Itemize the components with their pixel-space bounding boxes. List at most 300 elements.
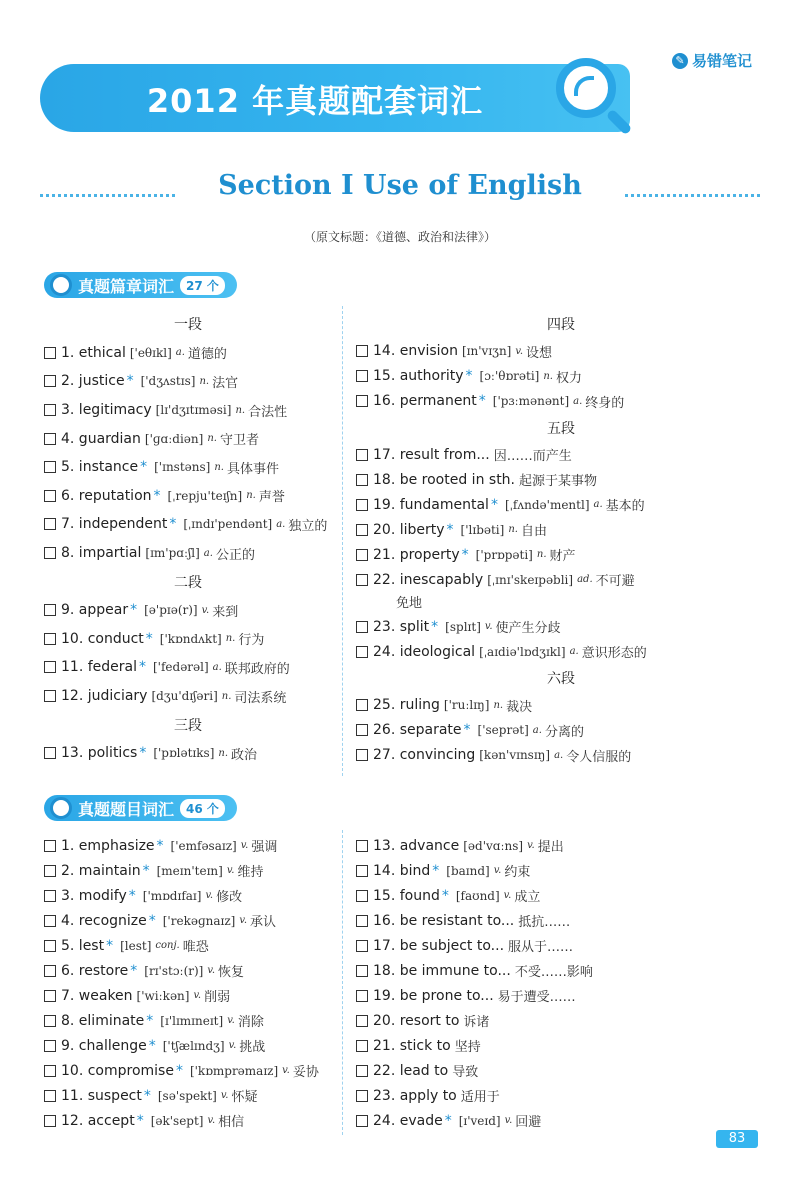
- part-of-speech: a.: [212, 661, 222, 673]
- list2-right-column: [356, 833, 756, 1133]
- meaning: 承认: [250, 915, 277, 930]
- star-icon: *: [441, 887, 449, 904]
- vocab-item: [44, 682, 332, 711]
- vocab-word: 10. compromise: [61, 1062, 174, 1079]
- phonetic: [rɪ'stɔː(r)]: [144, 963, 204, 978]
- phonetic: ['ɡɑːdiən]: [144, 431, 204, 446]
- list2-title: 真题题目词汇: [78, 799, 175, 819]
- paragraph-label: 五段: [547, 420, 575, 437]
- star-icon: *: [126, 373, 134, 390]
- checkbox-icon[interactable]: [44, 547, 56, 559]
- checkbox-icon[interactable]: [356, 1115, 368, 1127]
- star-icon: *: [446, 521, 454, 538]
- corner-label: [672, 50, 752, 71]
- checkbox-icon[interactable]: [44, 1090, 56, 1102]
- vocab-item: [44, 933, 334, 958]
- vocab-item: [44, 596, 332, 625]
- vocab-item: [44, 367, 332, 396]
- search-icon: [50, 274, 72, 296]
- star-icon: *: [138, 659, 146, 676]
- vocab-item: [356, 1008, 756, 1033]
- vocab-item: [44, 539, 332, 568]
- vocab-word: 14. envision: [373, 343, 458, 360]
- part-of-speech: v.: [207, 965, 216, 976]
- paragraph-label: 六段: [547, 671, 575, 688]
- vocab-item: [44, 1108, 334, 1133]
- vocab-word: 26. separate: [373, 722, 462, 739]
- part-of-speech: n.: [207, 433, 217, 445]
- checkbox-icon[interactable]: [356, 395, 368, 407]
- vocab-word: 25. ruling: [373, 697, 440, 714]
- vocab-word: 15. authority: [373, 368, 464, 385]
- checkbox-icon[interactable]: [356, 1090, 368, 1102]
- vocab-item: [44, 653, 332, 682]
- vocab-item: [356, 858, 756, 883]
- meaning: 财产: [549, 549, 576, 565]
- checkbox-icon[interactable]: [356, 915, 368, 927]
- part-of-speech: v.: [227, 1015, 235, 1026]
- list2-header: [44, 795, 237, 821]
- checkbox-icon[interactable]: [356, 524, 368, 536]
- vocab-item: [44, 983, 334, 1008]
- meaning: 权力: [555, 370, 582, 386]
- part-of-speech: v.: [515, 345, 524, 357]
- phonetic: ['lɪbəti]: [460, 522, 505, 537]
- meaning: 司法系统: [234, 690, 287, 706]
- checkbox-icon[interactable]: [356, 940, 368, 952]
- meaning: 自由: [520, 524, 547, 540]
- vocab-item: [356, 833, 756, 858]
- vocab-word: 23. split: [373, 618, 430, 635]
- meaning: 具体事件: [226, 461, 279, 477]
- part-of-speech: n.: [221, 690, 232, 702]
- checkbox-icon[interactable]: [44, 747, 56, 759]
- checkbox-icon[interactable]: [44, 915, 56, 927]
- meaning: 抵抗……: [518, 915, 571, 930]
- vocab-item: [44, 1033, 334, 1058]
- vocab-item: [356, 718, 766, 743]
- vocab-word: 21. stick to: [373, 1037, 451, 1054]
- vocab-item: [44, 1083, 334, 1108]
- list1-left-column: [44, 310, 332, 768]
- part-of-speech: v.: [504, 1115, 513, 1126]
- meaning: 合法性: [248, 404, 288, 420]
- part-of-speech: v.: [239, 915, 248, 926]
- checkbox-icon[interactable]: [44, 633, 56, 645]
- vocab-word: 19. be prone to...: [373, 987, 494, 1004]
- vocab-word: 3. modify: [61, 887, 127, 904]
- vocab-item: [356, 1058, 756, 1083]
- phonetic: [ˌrepju'teɪʃn]: [167, 488, 243, 503]
- vocab-word: 1. emphasize: [61, 837, 155, 854]
- checkbox-icon[interactable]: [44, 661, 56, 673]
- checkbox-icon[interactable]: [44, 490, 56, 502]
- vocab-item: [356, 467, 766, 492]
- vocab-item: [356, 542, 766, 567]
- list1-header: [44, 272, 237, 298]
- star-icon: *: [139, 745, 147, 762]
- meaning: 削弱: [204, 990, 231, 1005]
- star-icon: *: [465, 368, 473, 385]
- phonetic: [ɪ'lɪmɪneɪt]: [160, 1013, 224, 1028]
- part-of-speech: a.: [593, 499, 603, 511]
- meaning: 怀疑: [231, 1090, 258, 1105]
- vocab-item: [44, 424, 332, 453]
- source-title: （原文标题：《道德、政治和法律》）: [303, 230, 496, 244]
- star-icon: *: [478, 393, 486, 410]
- meaning: 分离的: [544, 724, 584, 740]
- vocab-word: 2. justice: [61, 373, 125, 390]
- star-icon: *: [148, 912, 156, 929]
- vocab-item: [44, 1008, 334, 1033]
- meaning: 妥协: [292, 1065, 319, 1080]
- checkbox-icon[interactable]: [356, 1015, 368, 1027]
- part-of-speech: a.: [569, 646, 579, 658]
- checkbox-icon[interactable]: [356, 449, 368, 461]
- phonetic: [splɪt]: [445, 619, 481, 634]
- phonetic: [meɪn'teɪn]: [156, 863, 223, 878]
- vocab-item: [356, 1108, 756, 1133]
- meaning: 使产生分歧: [495, 621, 561, 637]
- phonetic: ['wiːkən]: [136, 988, 190, 1003]
- vocab-word: 12. accept: [61, 1112, 135, 1129]
- part-of-speech: a.: [573, 395, 583, 407]
- phonetic: ['pɜːmənənt]: [492, 394, 570, 409]
- phonetic: [ɪ'veɪd]: [458, 1113, 501, 1128]
- star-icon: *: [431, 618, 439, 635]
- checkbox-icon[interactable]: [44, 1115, 56, 1127]
- vocab-item: [356, 1083, 756, 1108]
- phonetic: [ɪn'vɪʒn]: [462, 344, 512, 359]
- paragraph-label: 一段: [174, 317, 202, 334]
- checkbox-icon[interactable]: [356, 724, 368, 736]
- vocab-item: [356, 983, 756, 1008]
- vocab-word: 22. lead to: [373, 1062, 449, 1079]
- meaning: 修改: [216, 890, 243, 905]
- phonetic: [sə'spekt]: [157, 1088, 217, 1103]
- part-of-speech: a.: [175, 347, 185, 359]
- star-icon: *: [153, 487, 161, 504]
- vocab-item: [44, 958, 334, 983]
- star-icon: *: [444, 1112, 452, 1129]
- checkbox-icon[interactable]: [356, 621, 368, 633]
- meaning: 裁决: [506, 699, 533, 715]
- page-number: 83: [716, 1130, 758, 1148]
- part-of-speech: conj.: [155, 940, 180, 951]
- phonetic: [ˌfʌndə'mentl]: [504, 497, 590, 512]
- vocab-word: 6. restore: [61, 962, 129, 979]
- checkbox-icon[interactable]: [356, 965, 368, 977]
- phonetic: [lest]: [120, 938, 152, 953]
- checkbox-icon[interactable]: [356, 1065, 368, 1077]
- vocab-word: 9. appear: [61, 602, 129, 619]
- vocab-item: [356, 492, 766, 517]
- phonetic: [dʒu'dɪʃəri]: [151, 689, 218, 704]
- vocab-item: [356, 517, 766, 542]
- vocab-item: [356, 693, 766, 718]
- star-icon: *: [142, 862, 150, 879]
- vocab-word: 21. property: [373, 546, 460, 563]
- part-of-speech: n.: [214, 461, 224, 473]
- checkbox-icon[interactable]: [44, 1065, 56, 1077]
- phonetic: [kən'vɪnsɪŋ]: [479, 748, 551, 763]
- vocab-word: 27. convincing: [373, 747, 476, 764]
- pen-icon: ✎: [672, 53, 688, 69]
- checkbox-icon[interactable]: [356, 990, 368, 1002]
- meaning: 联邦政府的: [224, 661, 290, 677]
- vocab-word: 6. reputation: [61, 487, 152, 504]
- vocab-item: [44, 858, 334, 883]
- checkbox-icon[interactable]: [44, 940, 56, 952]
- meaning: 来到: [212, 604, 239, 620]
- vocab-word: 2. maintain: [61, 862, 141, 879]
- meaning: 适用于: [460, 1090, 500, 1105]
- meaning: 不受……影响: [514, 965, 593, 980]
- part-of-speech: n.: [508, 524, 518, 536]
- meaning-continuation: 免地: [396, 596, 423, 612]
- checkbox-icon[interactable]: [356, 890, 368, 902]
- meaning: 诉诸: [463, 1015, 490, 1030]
- vocab-item: [44, 908, 334, 933]
- checkbox-icon[interactable]: [44, 604, 56, 616]
- part-of-speech: v.: [484, 621, 493, 633]
- paragraph-label: 四段: [547, 317, 575, 334]
- phonetic: [əd'vɑːns]: [463, 838, 524, 853]
- vocab-item: [44, 339, 332, 368]
- vocab-item: [356, 639, 766, 664]
- vocab-item: [356, 567, 766, 592]
- phonetic: [ˌɪnɪ'skeɪpəbli]: [487, 572, 574, 587]
- checkbox-icon[interactable]: [356, 749, 368, 761]
- part-of-speech: n.: [225, 633, 236, 645]
- vocab-word: 7. weaken: [61, 987, 133, 1004]
- meaning: 因……而产生: [493, 449, 572, 465]
- vocab-word: 15. found: [373, 887, 440, 904]
- vocab-item: [44, 883, 334, 908]
- vocab-word: 5. instance: [61, 459, 139, 476]
- vocab-item: [44, 396, 332, 425]
- phonetic: ['emfəsaɪz]: [170, 838, 237, 853]
- checkbox-icon[interactable]: [356, 370, 368, 382]
- vocab-item: [356, 1033, 756, 1058]
- checkbox-icon[interactable]: [44, 461, 56, 473]
- part-of-speech: v.: [228, 1040, 237, 1051]
- checkbox-icon[interactable]: [44, 433, 56, 445]
- part-of-speech: v.: [240, 840, 249, 851]
- checkbox-icon[interactable]: [44, 347, 56, 359]
- star-icon: *: [156, 837, 164, 854]
- meaning: 提出: [537, 840, 564, 855]
- checkbox-icon[interactable]: [356, 865, 368, 877]
- part-of-speech: v.: [282, 1065, 290, 1076]
- checkbox-icon[interactable]: [44, 890, 56, 902]
- checkbox-icon[interactable]: [356, 345, 368, 357]
- checkbox-icon[interactable]: [44, 690, 56, 702]
- vocab-item: [44, 482, 332, 511]
- paragraph-label: 三段: [174, 717, 202, 734]
- vocab-item: [44, 453, 332, 482]
- phonetic: ['tʃælɪndʒ]: [162, 1038, 225, 1053]
- phonetic: [baɪnd]: [446, 863, 490, 878]
- part-of-speech: v.: [201, 604, 210, 616]
- vocab-word: 8. impartial: [61, 545, 142, 562]
- meaning: 独立的: [288, 518, 328, 534]
- star-icon: *: [463, 722, 471, 739]
- meaning: 政治: [231, 747, 258, 763]
- checkbox-icon[interactable]: [44, 965, 56, 977]
- vocab-word: 13. advance: [373, 837, 460, 854]
- vocab-item: [356, 883, 756, 908]
- vocab-item: [356, 958, 756, 983]
- vocab-item: [356, 364, 766, 389]
- vocab-item: [356, 442, 766, 467]
- vocab-word: 5. lest: [61, 937, 105, 954]
- vocab-word: 16. be resistant to...: [373, 912, 515, 929]
- corner-label-text: 易错笔记: [691, 52, 752, 70]
- checkbox-icon[interactable]: [356, 1040, 368, 1052]
- phonetic: [lɪ'dʒɪtɪməsi]: [155, 403, 232, 418]
- part-of-speech: v.: [226, 865, 235, 876]
- meaning: 消除: [237, 1015, 264, 1030]
- part-of-speech: v.: [220, 1090, 229, 1101]
- meaning: 公正的: [215, 547, 255, 563]
- vocab-word: 17. be subject to...: [373, 937, 505, 954]
- star-icon: *: [148, 1037, 156, 1054]
- vocab-word: 18. be immune to...: [373, 962, 511, 979]
- vocab-word: 18. be rooted in sth.: [373, 471, 516, 488]
- meaning: 不可避: [595, 574, 635, 590]
- meaning: 挑战: [239, 1040, 266, 1055]
- vocab-word: 11. suspect: [61, 1087, 142, 1104]
- list2-left-column: [44, 833, 334, 1133]
- vocab-item: [356, 933, 756, 958]
- part-of-speech: ad.: [577, 574, 593, 586]
- meaning: 坚持: [454, 1040, 481, 1055]
- phonetic: ['dʒʌstɪs]: [140, 374, 196, 389]
- meaning: 维持: [237, 865, 264, 880]
- part-of-speech: n.: [493, 699, 504, 711]
- vocab-word: 14. bind: [373, 862, 431, 879]
- part-of-speech: n.: [543, 370, 553, 382]
- phonetic: [ə'pɪə(r)]: [144, 603, 198, 618]
- star-icon: *: [432, 862, 440, 879]
- meaning: 强调: [251, 840, 278, 855]
- meaning: 令人信服的: [566, 749, 632, 765]
- search-icon: [50, 797, 72, 819]
- checkbox-icon[interactable]: [356, 574, 368, 586]
- vocab-word: 19. fundamental: [373, 496, 489, 513]
- meaning: 声誉: [258, 490, 285, 506]
- star-icon: *: [143, 1087, 151, 1104]
- phonetic: [ˌaɪdiə'lɒdʒɪkl]: [479, 644, 566, 659]
- star-icon: *: [175, 1062, 183, 1079]
- checkbox-icon[interactable]: [356, 646, 368, 658]
- meaning: 行为: [238, 633, 265, 649]
- banner-title: 2012 年真题配套词汇: [146, 82, 484, 120]
- part-of-speech: a.: [276, 518, 286, 530]
- section-title: Section Ⅰ Use of English: [218, 170, 582, 201]
- checkbox-icon[interactable]: [44, 1015, 56, 1027]
- list1-count: 27 个: [180, 276, 225, 295]
- phonetic: ['fedərəl]: [152, 660, 209, 675]
- column-divider-2: [342, 830, 343, 1135]
- phonetic: ['ruːlɪŋ]: [443, 698, 490, 713]
- phonetic: ['mɒdɪfaɪ]: [142, 888, 202, 903]
- list1-right-column: [356, 310, 766, 768]
- phonetic: ['ɪnstəns]: [154, 460, 211, 475]
- vocab-word: 20. resort to: [373, 1012, 460, 1029]
- checkbox-icon[interactable]: [44, 1040, 56, 1052]
- column-divider-1: [342, 306, 343, 776]
- meaning: 成立: [514, 890, 541, 905]
- part-of-speech: n.: [199, 375, 210, 387]
- vocab-word: 23. apply to: [373, 1087, 457, 1104]
- checkbox-icon[interactable]: [356, 549, 368, 561]
- phonetic: ['prɒpəti]: [475, 547, 533, 562]
- part-of-speech: v.: [493, 865, 502, 876]
- checkbox-icon[interactable]: [44, 404, 56, 416]
- vocab-item: [44, 739, 332, 768]
- title-banner: [40, 64, 630, 132]
- part-of-speech: v.: [503, 890, 512, 901]
- checkbox-icon[interactable]: [356, 474, 368, 486]
- part-of-speech: n.: [536, 549, 547, 561]
- meaning: 回避: [515, 1115, 542, 1130]
- list1-title: 真题篇章词汇: [78, 276, 175, 296]
- part-of-speech: v.: [527, 840, 535, 851]
- part-of-speech: n.: [246, 490, 256, 502]
- vocab-item: [44, 625, 332, 654]
- vocab-word: 4. recognize: [61, 912, 147, 929]
- checkbox-icon[interactable]: [44, 990, 56, 1002]
- checkbox-icon[interactable]: [44, 840, 56, 852]
- meaning: 起源于某事物: [519, 474, 598, 490]
- part-of-speech: a.: [532, 724, 542, 736]
- meaning: 相信: [218, 1115, 245, 1130]
- checkbox-icon[interactable]: [356, 499, 368, 511]
- star-icon: *: [130, 962, 138, 979]
- phonetic: ['kɒmprəmaɪz]: [189, 1063, 279, 1078]
- checkbox-icon[interactable]: [356, 699, 368, 711]
- checkbox-icon[interactable]: [44, 865, 56, 877]
- part-of-speech: v.: [193, 990, 202, 1001]
- paragraph-label: 二段: [174, 574, 202, 591]
- vocab-item: [44, 1058, 334, 1083]
- phonetic: ['rekəɡnaɪz]: [162, 913, 236, 928]
- phonetic: [ɪm'pɑːʃl]: [145, 546, 200, 561]
- checkbox-icon[interactable]: [356, 840, 368, 852]
- checkbox-icon[interactable]: [44, 375, 56, 387]
- star-icon: *: [106, 937, 114, 954]
- star-icon: *: [128, 887, 136, 904]
- phonetic: ['eθɪkl]: [129, 345, 172, 360]
- checkbox-icon[interactable]: [44, 518, 56, 530]
- star-icon: *: [145, 630, 153, 647]
- star-icon: *: [140, 459, 148, 476]
- vocab-word: 1. ethical: [61, 344, 126, 361]
- vocab-item: [44, 833, 334, 858]
- vocab-item: [356, 614, 766, 639]
- vocab-word: 24. evade: [373, 1112, 443, 1129]
- vocab-item: [44, 510, 332, 539]
- meaning: 导致: [452, 1065, 479, 1080]
- phonetic: ['pɒlətɪks]: [153, 746, 215, 761]
- vocab-word: 17. result from...: [373, 446, 490, 463]
- vocab-word: 3. legitimacy: [61, 402, 152, 419]
- section-heading: [0, 170, 800, 201]
- meaning: 法官: [212, 375, 239, 391]
- star-icon: *: [461, 546, 469, 563]
